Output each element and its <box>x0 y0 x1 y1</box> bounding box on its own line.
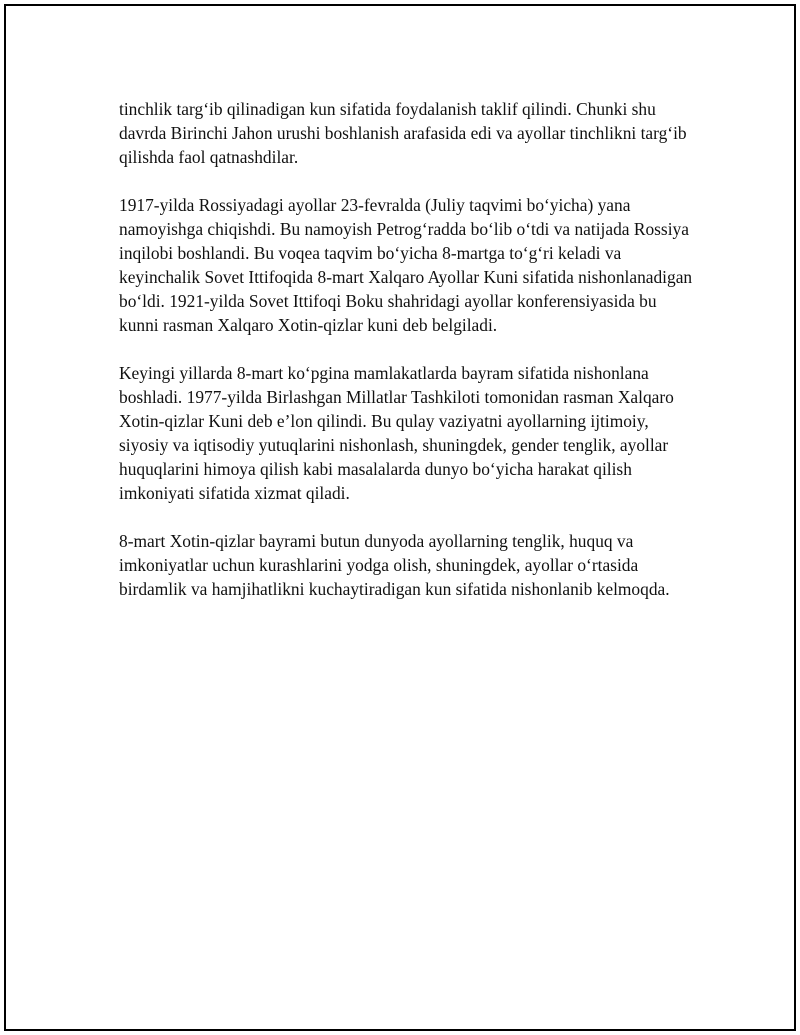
paragraph: tinchlik targ‘ib qilinadigan kun sifatida foydalanish taklif qilindi. Chunki shu davrda Birinchi Jahon urushi boshlanish arafasida edi va ayollar tinchlikni targ‘ib qilishda faol qatnashdilar. <box>119 99 687 167</box>
document-page <box>4 4 796 1031</box>
paragraph: 8-mart Xotin-qizlar bayrami butun dunyoda ayollarning tenglik, huquq va imkoniyatlar uchun kurashlarini yodga olish, shuningdek, ayollar o‘rtasida birdamlik va hamjihatlikni kuchaytiradigan kun sifatida nishonlanib kelmoqda. <box>119 531 670 599</box>
paragraph: 1917-yilda Rossiyadagi ayollar 23-fevralda (Juliy taqvimi bo‘yicha) yana namoyishga chiqishdi. Bu namoyish Petrog‘radda bo‘lib o‘tdi va natijada Rossiya inqilobi boshlandi. Bu voqea taqvim bo‘yicha 8-martga to‘g‘ri keladi va keyinchalik Sovet Ittifoqida 8-mart Xalqaro Ayollar Kuni sifatida nishonlanadigan bo‘ldi. 1921-yilda Sovet Ittifoqi Boku shahridagi ayollar konferensiyasida bu kunni rasman Xalqaro Xotin-qizlar kuni deb belgiladi. <box>119 195 693 335</box>
paragraph: Keyingi yillarda 8-mart ko‘pgina mamlakatlarda bayram sifatida nishonlana boshladi. 1977-yilda Birlashgan Millatlar Tashkiloti tomonidan rasman Xalqaro Xotin-qizlar Kuni deb e’lon qilindi. Bu qulay vaziyatni ayollarning ijtimoiy, siyosiy va iqtisodiy yutuqlarini nishonlash, shuningdek, gender tenglik, ayollar huquqlarini himoya qilish kabi masalalarda dunyo bo‘yicha harakat qilish imkoniyati sifatida xizmat qiladi. <box>119 363 674 503</box>
document-body <box>119 97 699 625</box>
